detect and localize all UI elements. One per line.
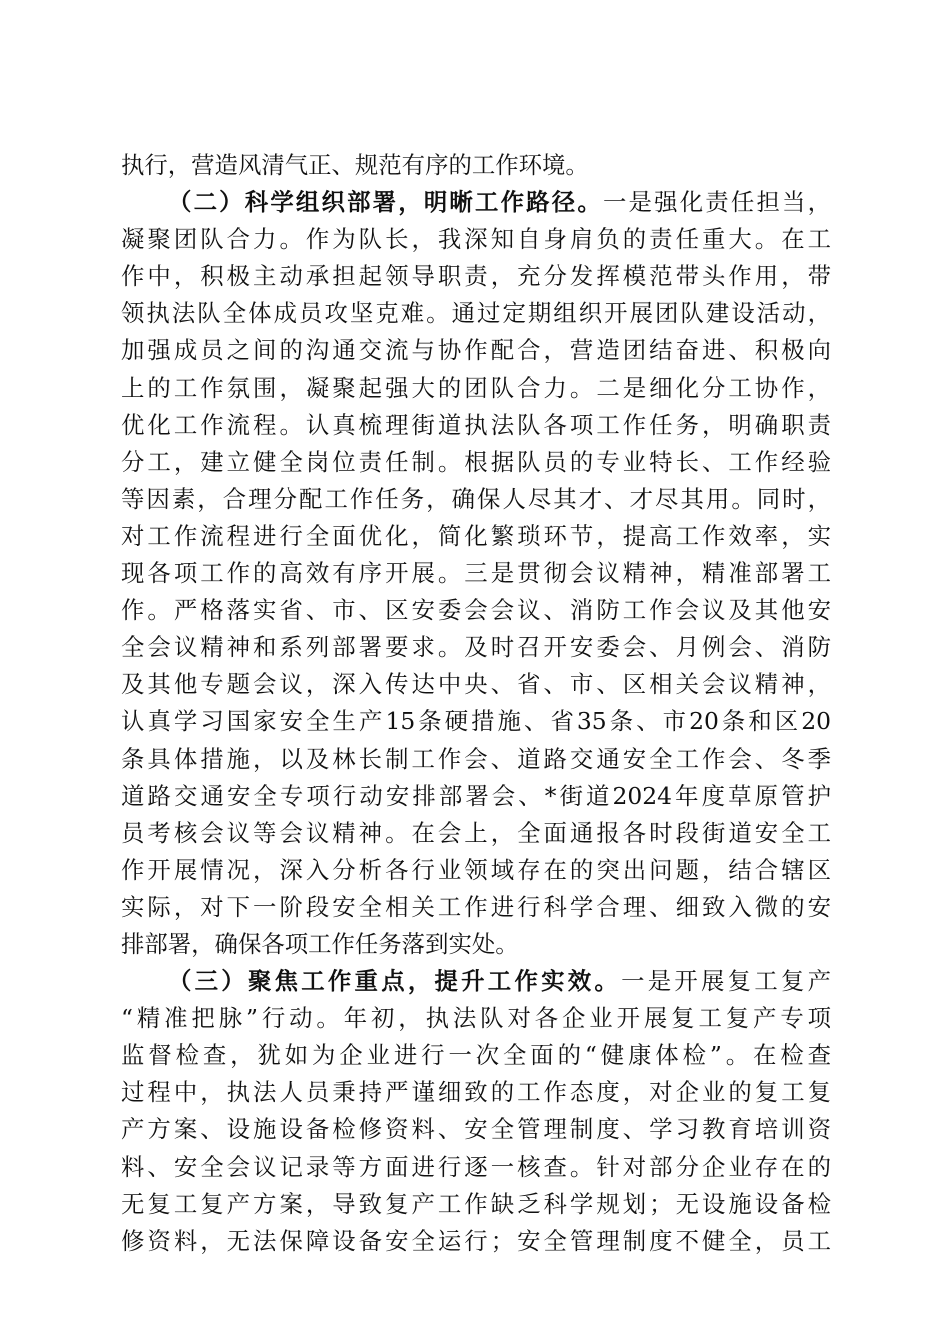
section-heading-line: （二）科学组织部署，明晰工作路径。一是强化责任担当， [168, 188, 832, 217]
section-heading-line: （三）聚焦工作重点，提升工作实效。一是开展复工复产 [168, 967, 832, 996]
paragraph-line: 过程中，执法人员秉持严谨细致的工作态度，对企业的复工复 [121, 1078, 831, 1107]
paragraph-line: 排部署，确保各项工作任务落到实处。 [121, 929, 519, 958]
paragraph-line: 无复工复产方案，导致复产工作缺乏科学规划；无设施设备检 [121, 1189, 831, 1218]
paragraph-line: 认真学习国家安全生产15条硬措施、省35条、市20条和区20 [121, 707, 831, 736]
paragraph-line: 料、安全会议记录等方面进行逐一核查。针对部分企业存在的 [121, 1152, 831, 1181]
paragraph-line: 作中，积极主动承担起领导职责，充分发挥模范带头作用，带 [121, 262, 831, 291]
paragraph-line: 凝聚团队合力。作为队长，我深知自身肩负的责任重大。在工 [121, 225, 831, 254]
paragraph-line: 全会议精神和系列部署要求。及时召开安委会、月例会、消防 [121, 633, 831, 662]
paragraph-line: 等因素，合理分配工作任务，确保人尽其才、才尽其用。同时， [121, 484, 831, 513]
paragraph-line: 道路交通安全专项行动安排部署会、*街道2024年度草原管护 [121, 781, 831, 810]
paragraph-line: 作开展情况，深入分析各行业领域存在的突出问题，结合辖区 [121, 855, 831, 884]
paragraph-line: 产方案、设施设备检修资料、安全管理制度、学习教育培训资 [121, 1115, 831, 1144]
paragraph-line: 执行，营造风清气正、规范有序的工作环境。 [121, 151, 589, 179]
section-heading: （二）科学组织部署，明晰工作路径。 [168, 188, 603, 217]
document-page [121, 147, 831, 1260]
paragraph-line: 监督检查，犹如为企业进行一次全面的“健康体检”。在检查 [121, 1041, 831, 1070]
paragraph-line: 现各项工作的高效有序开展。三是贯彻会议精神，精准部署工 [121, 559, 831, 588]
paragraph-line: 分工，建立健全岗位责任制。根据队员的专业特长、工作经验 [121, 447, 831, 476]
paragraph-line: 实际，对下一阶段安全相关工作进行科学合理、细致入微的安 [121, 892, 831, 921]
paragraph-line: 员考核会议等会议精神。在会上，全面通报各时段街道安全工 [121, 818, 831, 847]
section-heading: （三）聚焦工作重点，提升工作实效。 [168, 967, 622, 996]
paragraph-line: 修资料，无法保障设备安全运行；安全管理制度不健全，员工 [121, 1226, 831, 1255]
paragraph-line: “精准把脉”行动。年初，执法队对各企业开展复工复产专项 [121, 1004, 831, 1033]
paragraph-line: 加强成员之间的沟通交流与协作配合，营造团结奋进、积极向 [121, 336, 831, 365]
paragraph-line: 领执法队全体成员攻坚克难。通过定期组织开展团队建设活动， [121, 299, 831, 328]
paragraph-line: 上的工作氛围，凝聚起强大的团队合力。二是细化分工协作， [121, 373, 831, 402]
paragraph-line: 作。严格落实省、市、区安委会会议、消防工作会议及其他安 [121, 596, 831, 625]
paragraph-line: 及其他专题会议，深入传达中央、省、市、区相关会议精神， [121, 670, 831, 699]
paragraph-line: 优化工作流程。认真梳理街道执法队各项工作任务，明确职责 [121, 410, 831, 439]
paragraph-line: 对工作流程进行全面优化，简化繁琐环节，提高工作效率，实 [121, 521, 831, 550]
paragraph-line: 条具体措施，以及林长制工作会、道路交通安全工作会、冬季 [121, 744, 831, 773]
